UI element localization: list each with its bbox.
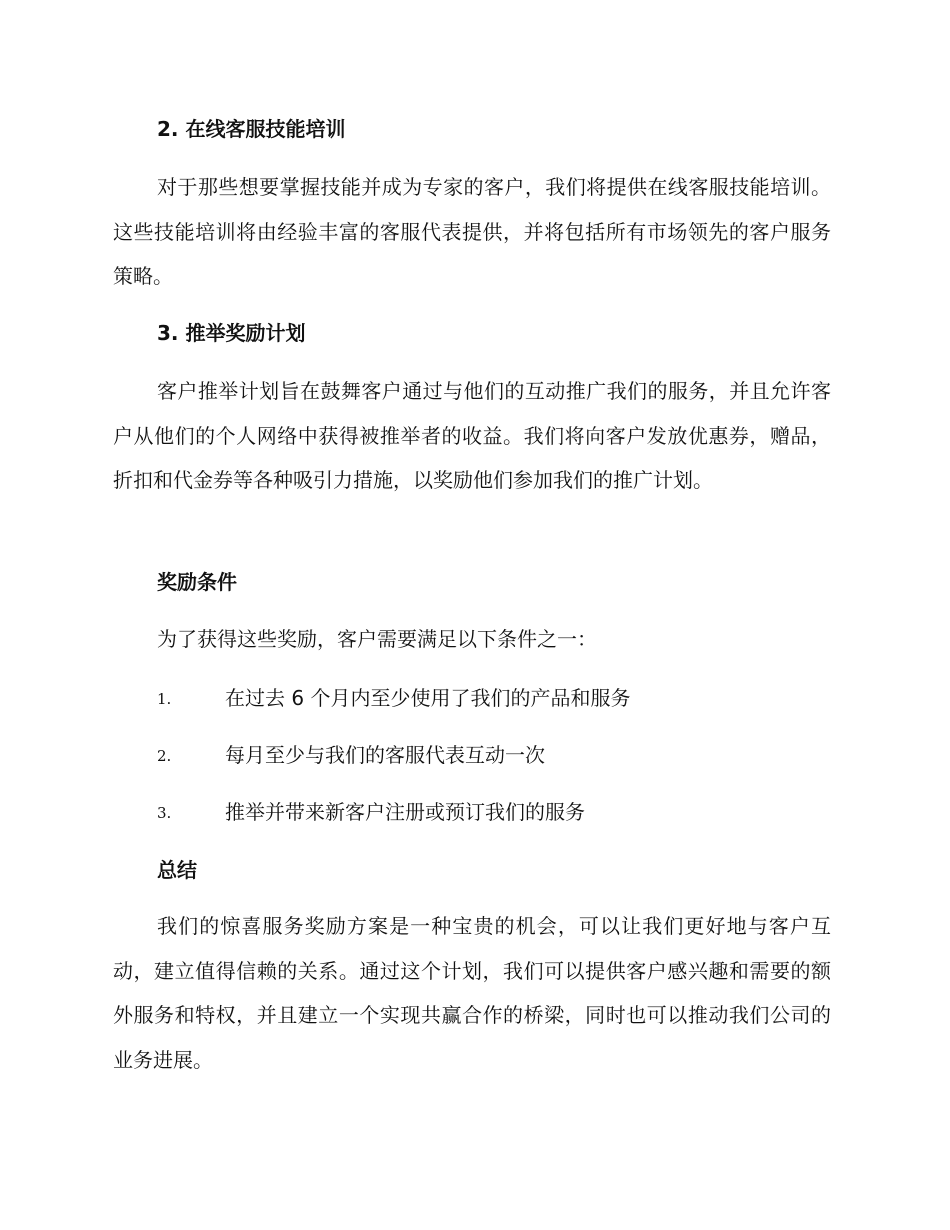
section-heading-training: 2. 在线客服技能培训 [157,117,346,141]
section-body-training: 对于那些想要掌握技能并成为专家的客户，我们将提供在线客服技能培训。这些技能培训将由经验丰富的客服代表提供，并将包括所有市场领先的客户服务策略。 [113,175,831,288]
section-heading-referral: 3. 推举奖励计划 [157,321,306,345]
list-item-number: 3. [157,804,172,822]
list-item-text: 每月至少与我们的客服代表互动一次 [225,743,545,767]
section-body-referral: 客户推举计划旨在鼓舞客户通过与他们的互动推广我们的服务，并且允许客户从他们的个人网络中获得被推举者的收益。我们将向客户发放优惠券，赠品，折扣和代金券等各种吸引力措施，以奖励他们参加我们的推广计划。 [113,379,831,492]
list-item [157,683,837,713]
section-heading-conditions: 奖励条件 [157,570,237,594]
list-item-text: 推举并带来新客户注册或预订我们的服务 [225,800,585,824]
list-item-number: 1. [157,690,172,708]
list-item-number: 2. [157,747,172,765]
list-item [157,740,837,770]
list-item-text: 在过去 6 个月内至少使用了我们的产品和服务 [225,686,631,710]
conditions-intro: 为了获得这些奖励，客户需要满足以下条件之一： [157,627,597,651]
section-body-summary: 我们的惊喜服务奖励方案是一种宝贵的机会，可以让我们更好地与客户互动，建立值得信赖的关系。通过这个计划，我们可以提供客户感兴趣和需要的额外服务和特权，并且建立一个实现共赢合作的桥梁，同时也可以推动我们公司的业务进展。 [113,914,831,1072]
section-heading-summary: 总结 [157,858,197,882]
list-item [157,797,837,827]
